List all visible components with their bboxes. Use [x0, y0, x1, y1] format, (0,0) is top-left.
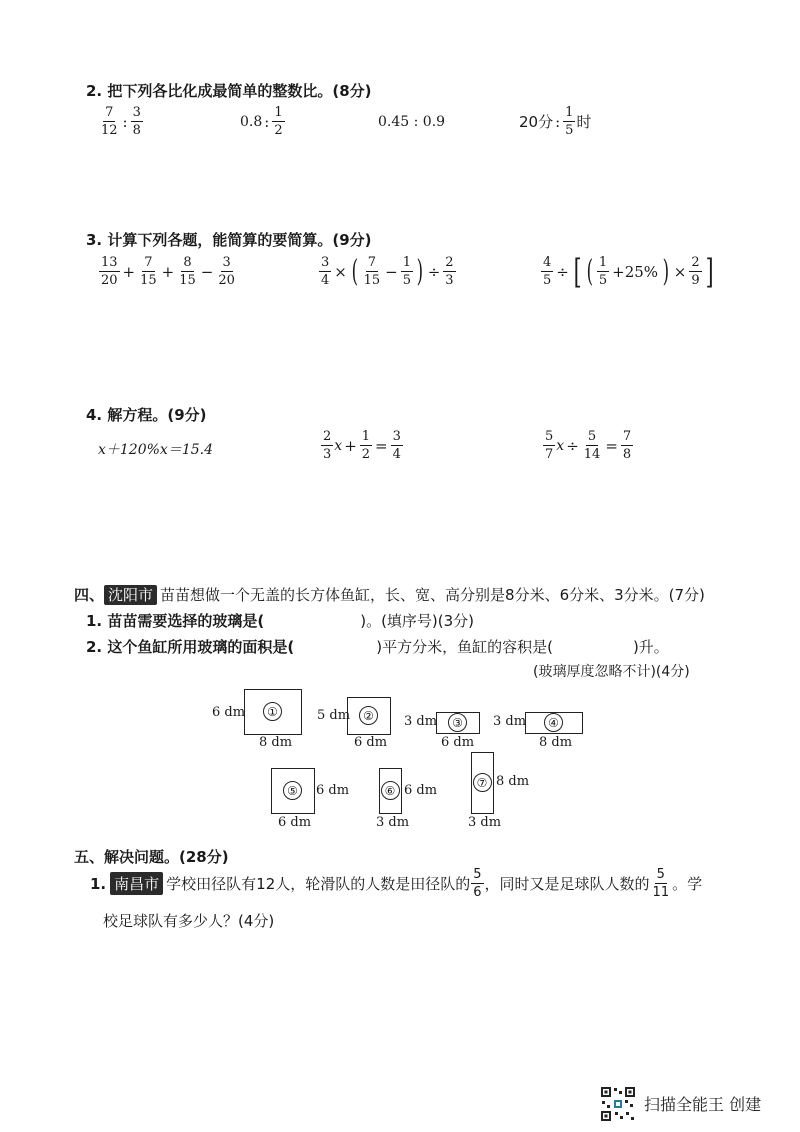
q3-title: 3. 计算下列各题，能简算的要简算。(9分)	[86, 231, 372, 249]
s4-question-2: 2. 这个鱼缸所用玻璃的面积是( )平方分米，鱼缸的容积是( )升。	[86, 638, 669, 656]
glass-7-side: 8 dm	[496, 774, 530, 789]
q2-item-3: 0.45 : 0.9	[378, 114, 446, 130]
q4-title: 4. 解方程。(9分)	[86, 406, 207, 424]
qr-code-icon	[600, 1086, 636, 1122]
glass-label-4: ④	[544, 713, 563, 732]
section-4-heading: 四、 沈阳市 苗苗想做一个无盖的长方体鱼缸，长、宽、高分别是8分米、6分米、3分米。(7分)	[74, 586, 705, 604]
glass-7-bottom: 3 dm	[468, 815, 502, 830]
region-tag: 沈阳市	[104, 585, 157, 605]
region-tag-2: 南昌市	[110, 872, 163, 895]
glass-4-side: 3 dm	[493, 714, 527, 729]
q3-expr-1: $\frac{13}{20}$ + $\frac{7}{15}$ + $\frac{8}{15}$ − $\frac{3}{20}$	[101, 255, 235, 288]
glass-3-bottom: 6 dm	[441, 735, 475, 750]
glass-6-side: 6 dm	[404, 783, 438, 798]
glass-label-5: ⑤	[283, 781, 302, 800]
glass-2-side: 5 dm	[317, 708, 351, 723]
glass-1-side: 6 dm	[212, 705, 246, 720]
glass-label-2: ②	[359, 706, 378, 725]
glass-3-side: 3 dm	[404, 714, 438, 729]
glass-5-side: 6 dm	[316, 783, 350, 798]
glass-label-6: ⑥	[381, 781, 400, 800]
q4-eq-3: $\frac{5}{7}$ x ÷ $\frac{5}{14}$ = $\frac{7}{8}$	[545, 429, 632, 462]
q4-eq-2: $\frac{2}{3}$ x + $\frac{1}{2}$ = $\frac{3}{4}$	[323, 429, 401, 462]
s4-note: (玻璃厚度忽略不计)(4分)	[533, 664, 690, 680]
q3-expr-2: $\frac{3}{4}$ × ( $\frac{7}{15}$ − $\frac{1}{5}$ ) ÷ $\frac{2}{3}$	[321, 253, 454, 289]
scanner-watermark: 扫描全能王 创建	[644, 1095, 762, 1114]
s5-question-1: 1. 南昌市 学校田径队有12人，轮滑队的人数是田径队的 $\frac{5}{6}$ ，同时又是足球队人数的 $\frac{5}{11}$ 。学	[90, 867, 703, 900]
glass-2-bottom: 6 dm	[354, 735, 388, 750]
glass-6-bottom: 3 dm	[376, 815, 410, 830]
q2-item-4: 20分 : $\frac{1}{5}$ 时	[519, 105, 592, 138]
q2-item-1: $\frac{7}{12}$ : $\frac{3}{8}$	[101, 105, 141, 138]
section-5-title: 五、解决问题。(28分)	[74, 848, 229, 866]
q4-eq-1: x＋120%x＝15.4	[98, 442, 213, 458]
glass-label-7: ⑦	[473, 773, 492, 792]
q2-item-2: 0.8 : $\frac{1}{2}$	[240, 105, 283, 138]
glass-1-bottom: 8 dm	[259, 735, 293, 750]
glass-5-bottom: 6 dm	[278, 815, 312, 830]
s4-question-1: 1. 苗苗需要选择的玻璃是( )。(填序号)(3分)	[86, 612, 475, 630]
q2-title: 2. 把下列各比化成最简单的整数比。(8分)	[86, 82, 372, 100]
glass-4-bottom: 8 dm	[539, 735, 573, 750]
q3-expr-3: $\frac{4}{5}$ ÷ [ ( $\frac{1}{5}$ +25% ) × $\frac{2}{9}$ ]	[543, 251, 714, 292]
glass-label-1: ①	[263, 702, 282, 721]
glass-label-3: ③	[448, 713, 467, 732]
s5-question-1-line-2: 校足球队有多少人？(4分)	[103, 912, 275, 930]
